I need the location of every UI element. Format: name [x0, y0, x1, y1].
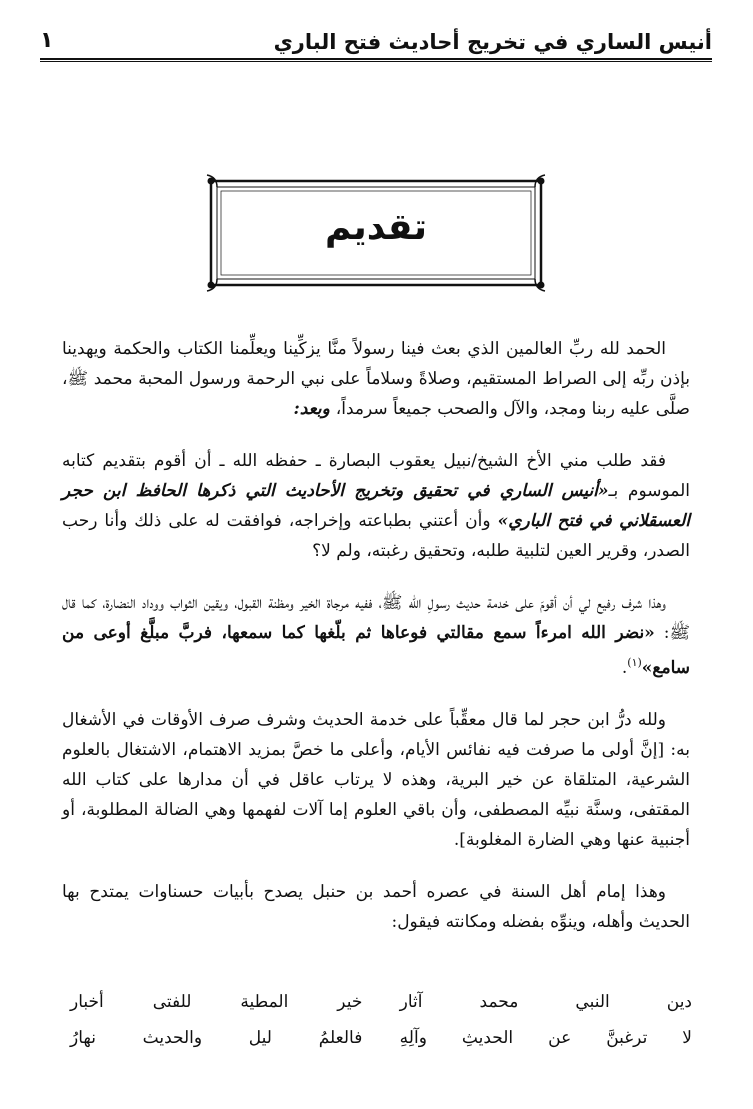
- paragraph-2: [62, 446, 690, 566]
- paragraph-4: [62, 705, 690, 855]
- p3-end: .: [621, 658, 628, 678]
- footnote-marker[interactable]: (١): [627, 656, 642, 669]
- p4-text: ولله درُّ ابن حجر لما قال معقِّباً على خدمة الحديث وشرف صرف الأوقات في الأشغال به: [إنَّ أولى ما صرفت فيه نفائس الأيام، وأعلى ما خصَّ بمزيد الاهتمام، الاشتغال بالعلوم الشرعية، المتلقاة عن خير البرية، وهذه لا يرتاب عاقل في أن مدارها على كتاب الله المقتفى، وسنَّة نبيِّه المصطفى، وأن باقي العلوم إما آلات لفهمها وهي الضالة المطلوبة، أو أجنبية عنها وهي الضارة المغلوبة].: [62, 710, 690, 850]
- verse-2-first-hemistich: لا ترغبنَّ عن الحديثِ وآلِهِ: [399, 1028, 692, 1048]
- page-number: ١: [40, 28, 54, 53]
- verse-2-second-hemistich: فالعلمُ ليل والحديث نهارُ: [70, 1028, 363, 1048]
- verse-1-first-hemistich: دين النبي محمد آثار: [399, 992, 692, 1012]
- section-title: تقديم: [325, 207, 427, 248]
- p5-text: وهذا إمام أهل السنة في عصره أحمد بن حنبل يصدح بأبيات حسناوات يمتدح بها الحديث وأهله، وينوِّه بفضله ومكانته فيقول:: [62, 882, 690, 932]
- body-text: [62, 334, 690, 959]
- paragraph-3: [62, 588, 690, 683]
- p1-text: الحمد لله ربِّ العالمين الذي بعث فينا رسولاً منَّا يزكِّينا ويعلِّمنا الكتاب والحكمة ويهدينا بإذن ربِّه إلى الصراط المستقيم، وصلاةً وسلاماً على نبي الرحمة ورسول المحبة محمد ﷺ، صلَّى عليه ربنا ومجد، والآل والصحب جميعاً سرمداً،: [62, 339, 690, 419]
- book-title: «أنيس الساري في تحقيق وتخريج الأحاديث التي ذكرها الحافظ ابن حجر العسقلاني في فتح الباري»: [62, 481, 690, 531]
- p3-text-a: وهذا شرف رفيع لي أن أقومَ على خدمة حديث رسولِ الله ﷺ، ففيه مرجاة الخير ومظنة القبول، ويقين الثواب ووداد النضارة، كما قال ﷺ:: [62, 593, 690, 643]
- p2-text-b: وأن أعتني بطباعته وإخراجه، فوافقت له على ذلك وأنا رحب الصدر، وقرير العين لتلبية طلبه، وتحقيق رغبته، ولم لا؟: [62, 511, 690, 561]
- poem: [70, 984, 692, 1056]
- verse-2: [70, 1020, 692, 1056]
- header-title: أنيس الساري في تخريج أحاديث فتح الباري: [273, 30, 712, 54]
- hadith-quote: «نضر الله امرءاً سمع مقالتي فوعاها ثم بلّغها كما سمعها، فربَّ مبلَّغ أوعى من سامع»: [62, 623, 690, 678]
- paragraph-1: [62, 334, 690, 424]
- p1-bold: وبعد:: [293, 399, 336, 419]
- header-rule: [40, 58, 712, 62]
- title-frame: [205, 173, 547, 293]
- p2-text-a: فقد طلب مني الأخ الشيخ/نبيل يعقوب البصارة ـ حفظه الله ـ أن أقوم بتقديم كتابه الموسوم بـ: [62, 451, 691, 501]
- running-header: [40, 22, 712, 62]
- paragraph-5: [62, 877, 690, 937]
- verse-1-second-hemistich: خير المطية للفتى أخبار: [70, 992, 363, 1012]
- verse-1: [70, 984, 692, 1020]
